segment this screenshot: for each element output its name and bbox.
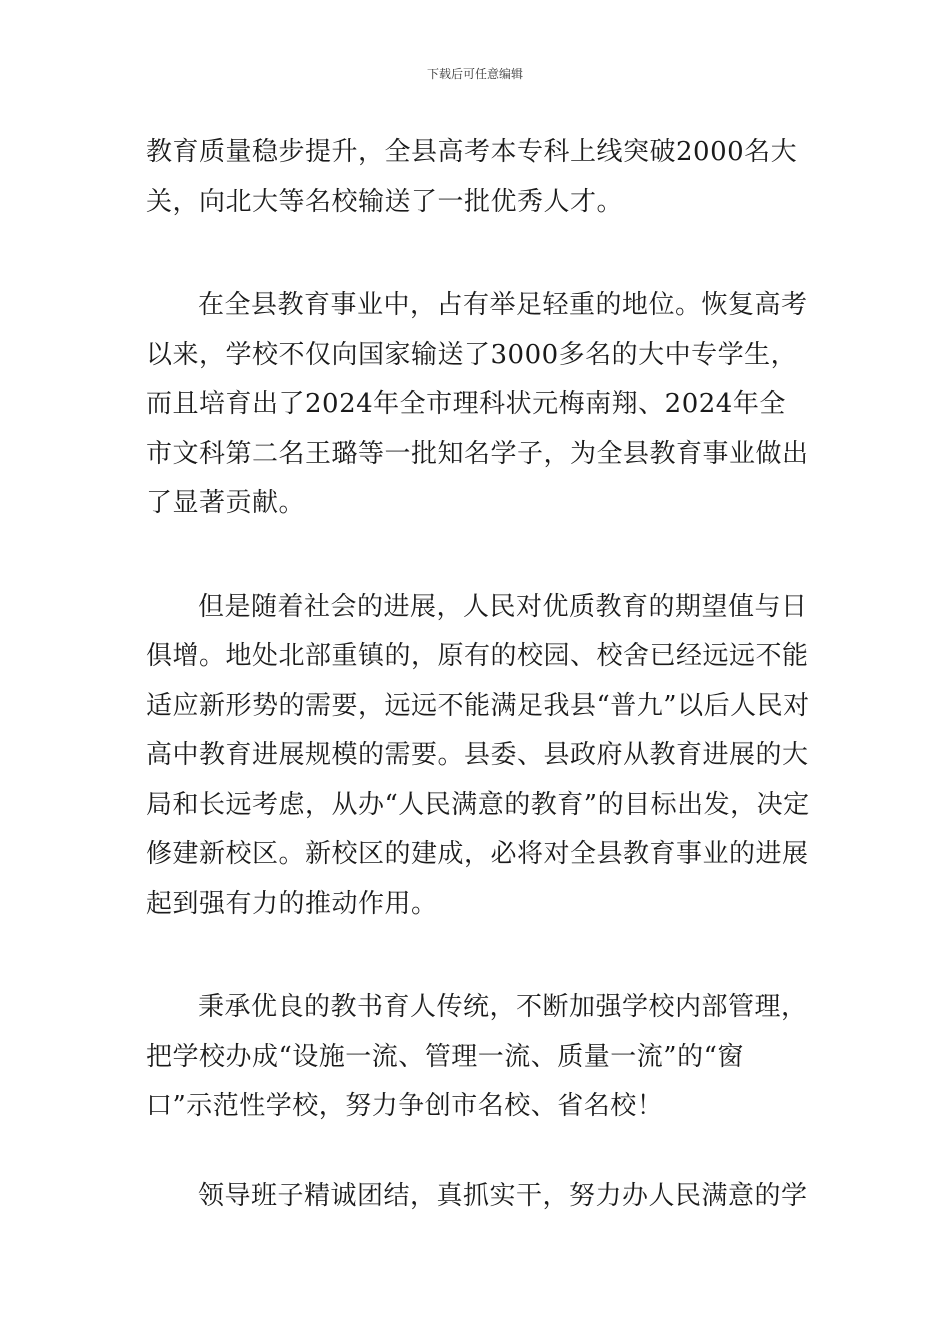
paragraph-2: 在全县教育事业中，占有举足轻重的地位。恢复高考以来，学校不仅向国家输送了3000多名的大中专学生，而且培育出了2024年全市理科状元梅南翔、2024年全市文科第二名王璐等一批知名学子，为全县教育事业做出了显著贡献。 [146,290,809,518]
paragraph-3: 但是随着社会的进展，人民对优质教育的期望值与日俱增。地处北部重镇的，原有的校园、校舍已经远远不能适应新形势的需要，远远不能满足我县“普九”以后人民对高中教育进展规模的需要。县委、县政府从教育进展的大局和长远考虑，从办“人民满意的教育”的目标出发，决定修建新校区。新校区的建成，必将对全县教育事业的进展起到强有力的推动作用。 [146,591,810,919]
page-header: 下载后可任意编辑 [426,67,523,81]
paragraph-5: 领导班子精诚团结，真抓实干，努力办人民满意的学 [198,1180,808,1211]
paragraph-4: 秉承优良的教书育人传统，不断加强学校内部管理，把学校办成“设施一流、管理一流、质量一流”的“窗口”示范性学校，努力争创市名校、省名校！ [146,992,808,1121]
document-body [146,128,810,1221]
paragraph-1: 教育质量稳步提升，全县高考本专科上线突破2000名大关，向北大等名校输送了一批优秀人才。 [146,137,798,217]
